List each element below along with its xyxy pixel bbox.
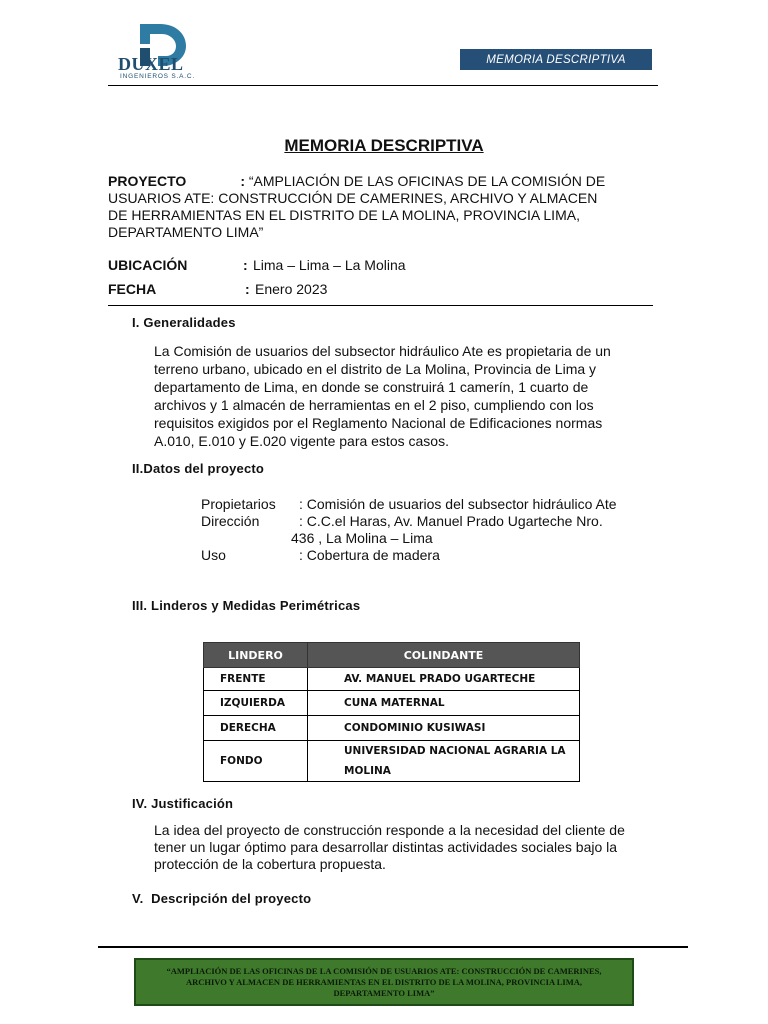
ubicacion-colon: : — [243, 257, 248, 273]
colindante-cell-line: MOLINA — [344, 765, 391, 777]
lindero-cell: IZQUIERDA — [204, 691, 308, 716]
meta-divider — [108, 305, 653, 306]
colindante-cell — [308, 741, 580, 782]
paragraph-line: departamento de Lima, en donde se construirá 1 camerín, 1 cuarto de — [154, 379, 589, 395]
section-descripcion-heading: V. Descripción del proyecto — [132, 891, 312, 906]
table-row — [204, 716, 580, 741]
section-justificacion-heading: IV. Justificación — [132, 796, 234, 811]
header-divider — [108, 85, 658, 86]
table-row — [204, 691, 580, 716]
table-header-row — [204, 643, 580, 668]
direccion-value: : C.C.el Haras, Av. Manuel Prado Ugarteche Nro. — [299, 513, 603, 529]
document-title: MEMORIA DESCRIPTIVA — [284, 136, 484, 155]
proyecto-block — [108, 173, 656, 241]
paragraph-line: A.010, E.010 y E.020 vigente para estos casos. — [154, 433, 449, 449]
colindante-cell: AV. MANUEL PRADO UGARTECHE — [308, 668, 580, 691]
footer-line: DEPARTAMENTO LIMA” — [333, 987, 435, 998]
footer-line: ARCHIVO Y ALMACEN DE HERRAMIENTAS EN EL DISTRITO DE LA MOLINA, PROVINCIA LIMA, — [185, 976, 583, 987]
fecha-colon: : — [245, 281, 250, 297]
ubicacion-value: Lima – Lima – La Molina — [253, 257, 406, 273]
column-header-colindante: COLINDANTE — [308, 643, 580, 668]
column-header-lindero: LINDERO — [204, 643, 308, 668]
paragraph-line: La idea del proyecto de construcción responde a la necesidad del cliente de — [154, 822, 625, 838]
section-generalidades-heading: I. Generalidades — [132, 315, 236, 330]
proyecto-line-3: DE HERRAMIENTAS EN EL DISTRITO DE LA MOLINA, PROVINCIA LIMA, — [108, 207, 580, 223]
proyecto-line-4: DEPARTAMENTO LIMA” — [108, 224, 264, 240]
table-row — [204, 668, 580, 691]
paragraph-line: tener un lugar óptimo para desarrollar distintas actividades sociales bajo la — [154, 839, 618, 855]
uso-label: Uso — [201, 547, 226, 563]
paragraph-line: protección de la cobertura propuesta. — [154, 856, 386, 872]
header-badge: MEMORIA DESCRIPTIVA — [460, 49, 652, 70]
lindero-cell: FONDO — [204, 741, 308, 782]
paragraph-line: terreno urbano, ubicado en el distrito de La Molina, Provincia de Lima y — [154, 361, 597, 377]
section-justificacion-body — [154, 822, 625, 873]
uso-value: : Cobertura de madera — [299, 547, 440, 563]
fecha-label: FECHA — [108, 281, 157, 297]
ubicacion-label: UBICACIÓN — [108, 257, 188, 273]
paragraph-line: archivos y 1 almacén de herramientas en el 2 piso, cumpliendo con los — [154, 397, 594, 413]
footer-line: “AMPLIACIÓN DE LAS OFICINAS DE LA COMISIÓN DE USUARIOS ATE: CONSTRUCCIÓN DE CAMERINES, — [166, 965, 602, 976]
paragraph-line: requisitos exigidos por el Reglamento Nacional de Edificaciones normas — [154, 415, 603, 431]
propietarios-value: : Comisión de usuarios del subsector hidráulico Ate — [299, 496, 617, 512]
proyecto-label: PROYECTO — [108, 173, 187, 189]
proyecto-line-2: USUARIOS ATE: CONSTRUCCIÓN DE CAMERINES, ARCHIVO Y ALMACEN — [108, 190, 598, 206]
lindero-cell: FRENTE — [204, 668, 308, 691]
colindante-cell: CONDOMINIO KUSIWASI — [308, 716, 580, 741]
footer-project-banner — [134, 958, 634, 1006]
propietarios-label: Propietarios — [201, 496, 276, 512]
table-row — [204, 741, 580, 782]
logo-subtitle: INGENIEROS S.A.C. — [120, 73, 196, 80]
fecha-value: Enero 2023 — [255, 281, 328, 297]
colindante-cell: CUNA MATERNAL — [308, 691, 580, 716]
logo-wordmark: DUXEL — [118, 54, 184, 74]
section-linderos-heading: III. Linderos y Medidas Perimétricas — [132, 598, 361, 613]
section-generalidades-body — [154, 342, 611, 450]
direccion-value-line-2: 436 , La Molina – Lima — [291, 530, 433, 546]
paragraph-line: La Comisión de usuarios del subsector hidráulico Ate es propietaria de un — [154, 343, 611, 359]
lindero-cell: DERECHA — [204, 716, 308, 741]
colindante-cell-line: UNIVERSIDAD NACIONAL AGRARIA LA — [344, 745, 566, 757]
section-datos-heading: II.Datos del proyecto — [132, 461, 265, 476]
direccion-label: Dirección — [201, 513, 260, 529]
proyecto-line-1: “AMPLIACIÓN DE LAS OFICINAS DE LA COMISIÓN DE — [248, 173, 606, 189]
linderos-table — [203, 642, 580, 782]
footer-divider — [98, 946, 688, 948]
proyecto-colon: : — [240, 173, 245, 189]
